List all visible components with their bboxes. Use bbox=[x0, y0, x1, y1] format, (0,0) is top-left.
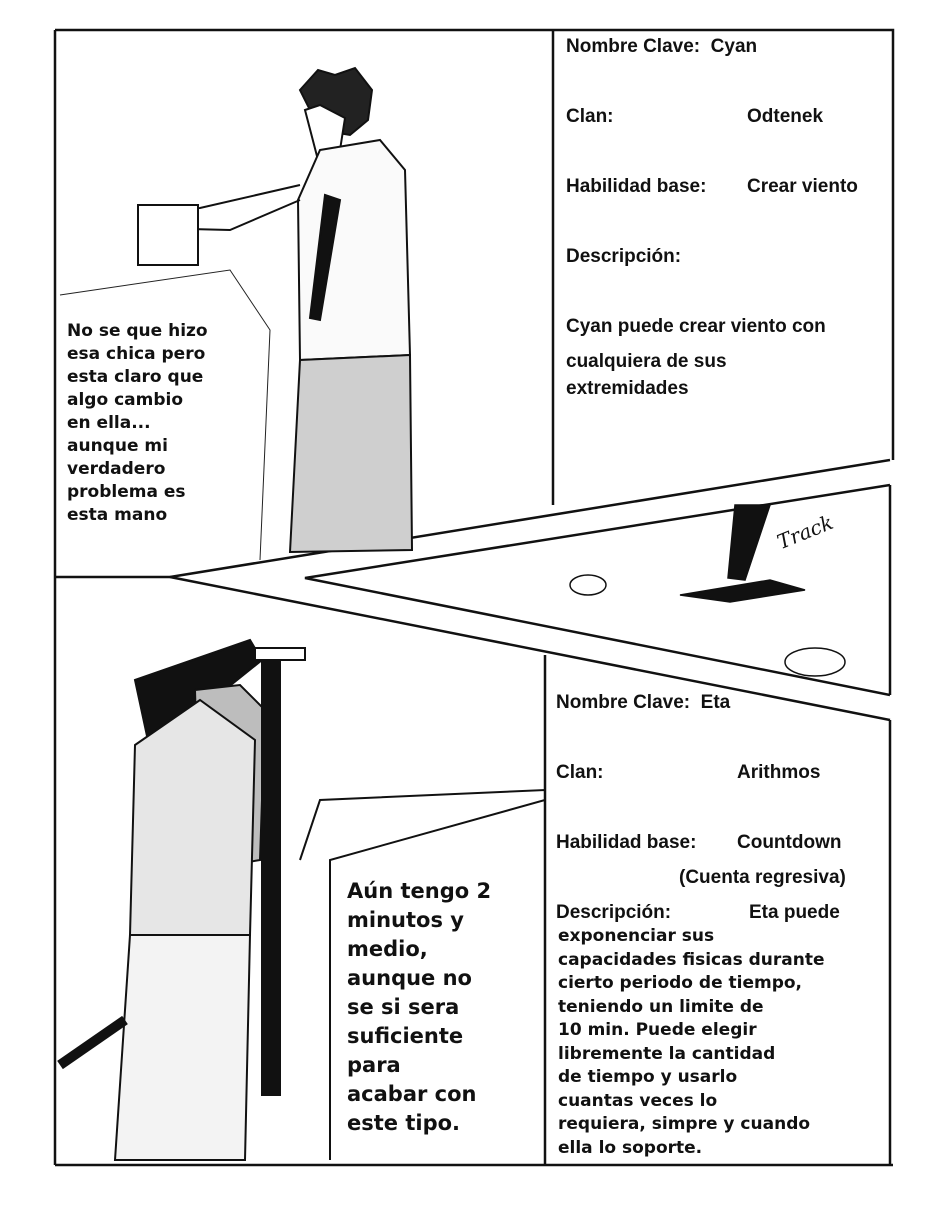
speech-line: en ella... bbox=[67, 413, 151, 433]
speech-line: algo cambio bbox=[67, 390, 184, 410]
eta-codename bbox=[556, 692, 730, 714]
description-line: de tiempo y usarlo bbox=[558, 1067, 738, 1087]
cyan-description-line: Cyan puede crear viento con bbox=[566, 316, 826, 337]
description-line: libremente la cantidad bbox=[558, 1043, 776, 1064]
eta-ability: Countdown bbox=[737, 832, 842, 853]
sound-effect: Track bbox=[773, 509, 837, 555]
speech-line: aunque no bbox=[347, 966, 472, 990]
speech-line: problema es bbox=[67, 482, 186, 502]
eta-description bbox=[558, 925, 825, 1160]
eta-clan-label: Clan: bbox=[556, 762, 604, 783]
label: Nombre Clave: bbox=[566, 36, 701, 57]
cyan-description-label: Descripción: bbox=[566, 246, 682, 267]
label: Nombre Clave: bbox=[556, 692, 691, 713]
speech-line: este tipo. bbox=[347, 1111, 461, 1135]
eta-clan: Arithmos bbox=[737, 762, 821, 783]
description-line: 10 min. Puede elegir bbox=[558, 1020, 757, 1040]
cyan-clan: Odtenek bbox=[747, 106, 824, 127]
description-line: requiera, simpre y cuando bbox=[558, 1114, 811, 1134]
speech-line: verdadero bbox=[67, 459, 166, 479]
description-line: exponenciar sus bbox=[558, 926, 715, 946]
eta-description-label: Descripción: bbox=[556, 902, 672, 923]
cyan-ability: Crear viento bbox=[747, 176, 858, 197]
speech-line: esa chica pero bbox=[67, 344, 206, 364]
speech-line: para bbox=[347, 1053, 401, 1077]
value: Cyan bbox=[710, 36, 758, 57]
speech-line: medio, bbox=[347, 937, 428, 961]
cyan-description-line: extremidades bbox=[566, 378, 689, 399]
speech-line: esta mano bbox=[67, 505, 168, 525]
speech-line: se si sera bbox=[347, 995, 460, 1019]
speech-line: Aún tengo 2 bbox=[347, 879, 492, 903]
speech-line: acabar con bbox=[347, 1082, 477, 1106]
speech-line: No se que hizo bbox=[67, 321, 208, 341]
description-line: teniendo un limite de bbox=[558, 996, 764, 1017]
value: Eta bbox=[700, 692, 731, 713]
cyan-clan-label: Clan: bbox=[566, 106, 614, 127]
speech-line: suficiente bbox=[347, 1024, 464, 1048]
cyan-codename bbox=[566, 36, 757, 58]
cyan-speech bbox=[67, 320, 208, 527]
eta-ability-translation: (Cuenta regresiva) bbox=[679, 867, 846, 888]
description-line: ella lo soporte. bbox=[558, 1137, 703, 1158]
cyan-ability-label: Habilidad base: bbox=[566, 176, 707, 197]
speech-line: esta claro que bbox=[67, 367, 204, 387]
speech-line: aunque mi bbox=[67, 436, 168, 456]
speech-line: minutos y bbox=[347, 908, 464, 932]
eta-ability-label: Habilidad base: bbox=[556, 832, 697, 853]
description-line: capacidades fisicas durante bbox=[558, 949, 825, 970]
eta-speech bbox=[347, 877, 491, 1138]
cyan-description-line: cualquiera de sus bbox=[566, 351, 727, 372]
description-line: cierto periodo de tiempo, bbox=[558, 973, 803, 993]
description-line: cuantas veces lo bbox=[558, 1090, 718, 1111]
eta-description-first: Eta puede bbox=[749, 902, 840, 923]
